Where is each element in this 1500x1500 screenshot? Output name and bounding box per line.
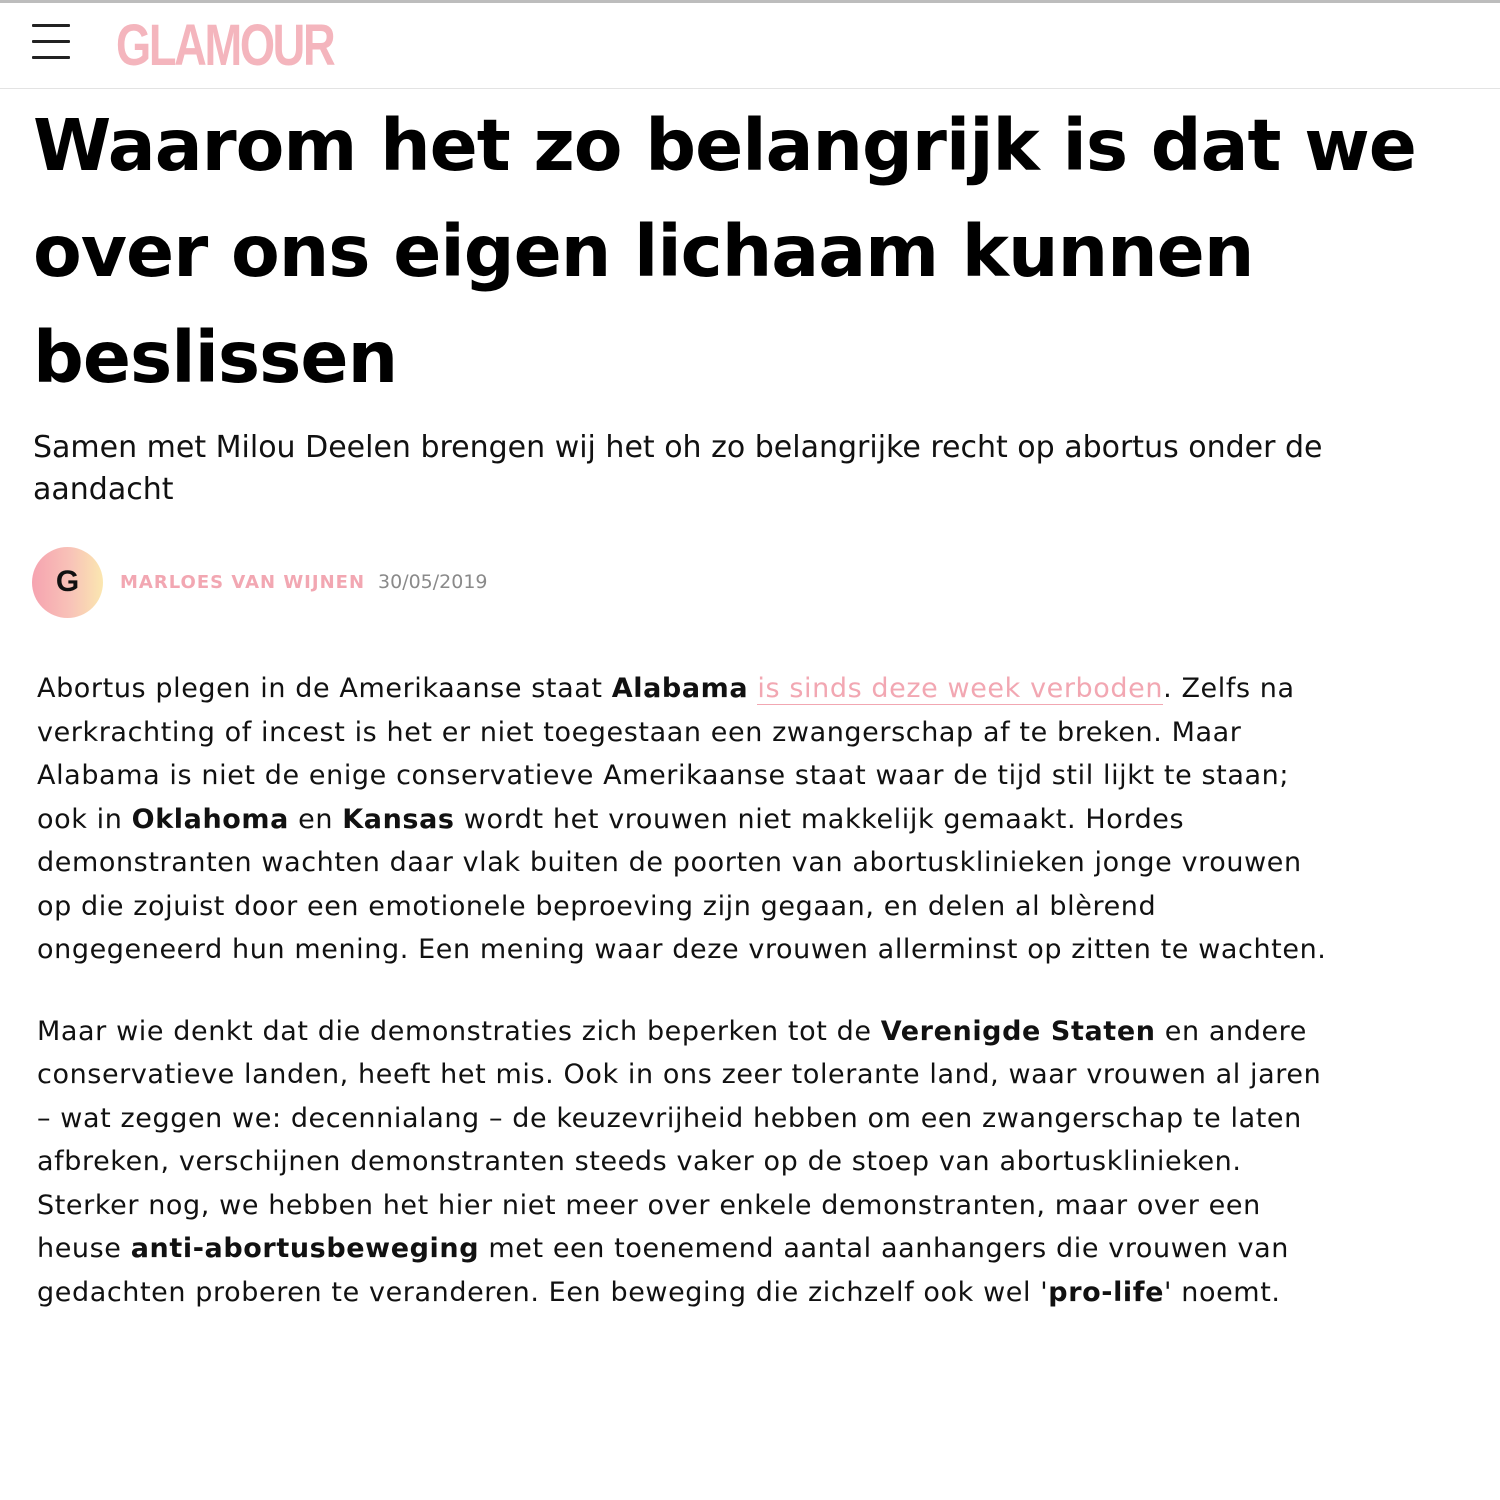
bold-oklahoma: Oklahoma — [131, 803, 289, 835]
paragraph-1: Abortus plegen in de Amerikaanse staat Alabama is sinds deze week verboden. Zelfs na verkrachting of incest is het er niet toegestaan een zwangerschap af te breken. Maar Alabama is niet de enige conservatieve Amerikaanse staat waar de tijd stil lijkt te staan; ook in Oklahoma en Kansas wordt het vrouwen niet makkelijk gemaakt. Hordes demonstranten wachten daar vlak buiten de poorten van abortusklinieken jonge vrouwen op die zojuist door een emotionele beproeving zijn gegaan, en delen al blèrend ongegeneerd hun mening. Een mening waar deze vrouwen allerminst op zitten te wachten. — [37, 673, 1327, 965]
author-name-link[interactable]: MARLOES VAN WIJNEN — [120, 571, 366, 593]
article-subtitle: Samen met Milou Deelen brengen wij het oh zo belangrijke recht op abortus onder de aandacht — [33, 430, 1323, 507]
bold-anti-abortusbeweging: anti-abortusbeweging — [130, 1233, 480, 1264]
byline — [32, 546, 488, 618]
author-avatar: G — [32, 547, 103, 618]
publish-date: 30/05/2019 — [378, 571, 488, 593]
site-header — [0, 3, 1500, 89]
bold-pro-life: pro-life — [1048, 1276, 1165, 1308]
bold-verenigde-staten: Verenigde Staten — [880, 1015, 1156, 1047]
bold-kansas: Kansas — [342, 803, 455, 835]
article-inline-link[interactable]: is sinds deze week verboden — [757, 673, 1164, 704]
hamburger-menu-icon[interactable] — [32, 24, 70, 60]
glamour-logo[interactable]: GLAMOUR — [116, 13, 334, 78]
article-title: Waarom het zo belangrijk is dat we over ons eigen lichaam kunnen beslissen — [33, 104, 1416, 399]
article-body — [37, 667, 1327, 1314]
bold-alabama: Alabama — [611, 673, 749, 704]
paragraph-2: Maar wie denkt dat die demonstraties zich beperken tot de Verenigde Staten en andere conservatieve landen, heeft het mis. Ook in ons zeer tolerante land, waar vrouwen al jaren – wat zeggen we: decennialang – de keuzevrijheid hebben om een zwangerschap te laten afbreken, verschijnen demonstranten steeds vaker op de stoep van abortusklinieken. Sterker nog, we hebben het hier niet meer over enkele demonstranten, maar over een heuse anti-abortusbeweging met een toenemend aantal aanhangers die vrouwen van gedachten proberen te veranderen. Een beweging die zichzelf ook wel 'pro-life' noemt. — [37, 1015, 1322, 1308]
